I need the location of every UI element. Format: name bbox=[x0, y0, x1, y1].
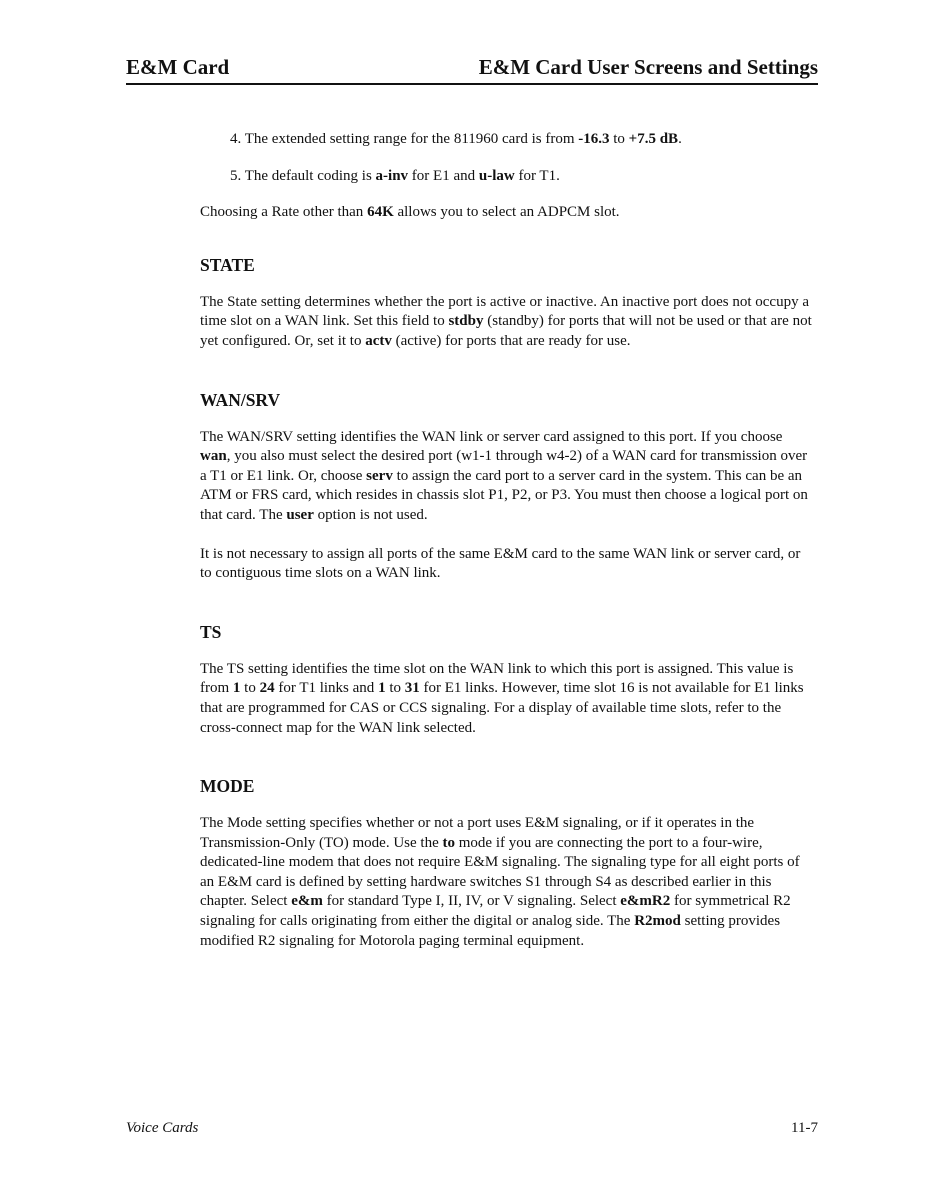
ts-heading: TS bbox=[200, 621, 222, 642]
mode-paragraph bbox=[200, 814, 815, 951]
footer-chapter: Voice Cards bbox=[126, 1120, 199, 1136]
body-bold: wan bbox=[200, 448, 227, 465]
body-text: to bbox=[240, 680, 260, 697]
body-bold: R2mod bbox=[634, 913, 681, 930]
body-text: (active) for ports that are ready for use. bbox=[391, 332, 631, 349]
note-5 bbox=[200, 167, 815, 187]
body-bold: serv bbox=[366, 467, 393, 484]
body-text: setting provides modified R2 signaling for Motorola paging terminal equipment. bbox=[200, 913, 781, 949]
body-bold: actv bbox=[365, 332, 392, 349]
wansrv-heading: WAN/SRV bbox=[200, 389, 281, 410]
body-bold: 64K bbox=[367, 204, 394, 221]
body-text: The WAN/SRV setting identifies the WAN link or server card assigned to this port. If you choose bbox=[200, 428, 783, 445]
body-text: for standard Type I, II, IV, or V signaling. Select bbox=[322, 893, 621, 910]
body-text: to assign the card port to a server card in the system. This can be an ATM or FRS card, which resides in chassis slot P1, P2, or P3. You must then choose a logical port on that card. The bbox=[200, 467, 808, 523]
page-body bbox=[200, 130, 815, 951]
body-text: The TS setting identifies the time slot on the WAN link to which this port is assigned. This value is from bbox=[200, 660, 794, 697]
body-text: allows you to select an ADPCM slot. bbox=[393, 204, 620, 221]
note-4 bbox=[200, 130, 815, 150]
note-text: for T1. bbox=[514, 167, 560, 184]
wansrv-paragraph bbox=[200, 428, 815, 526]
body-bold: e&mR2 bbox=[620, 893, 671, 910]
note-bold: -16.3 bbox=[578, 131, 610, 147]
body-bold: to bbox=[442, 834, 455, 851]
header-rule bbox=[126, 83, 818, 85]
page-number: 11-7 bbox=[791, 1120, 818, 1136]
page-header bbox=[126, 52, 818, 82]
body-text: (standby) for ports that will not be used or that are not yet configured. Or, set it to bbox=[200, 313, 812, 349]
note-text: . bbox=[678, 131, 682, 147]
note-number: 4. bbox=[230, 131, 242, 147]
note-text: to bbox=[609, 131, 629, 147]
rate-paragraph bbox=[200, 203, 815, 223]
note-bold: a-inv bbox=[375, 167, 409, 184]
body-bold: user bbox=[286, 506, 314, 523]
note-number: 5. bbox=[230, 167, 242, 184]
body-bold: e&m bbox=[291, 893, 323, 910]
body-text: option is not used. bbox=[313, 506, 428, 523]
note-bold: +7.5 dB bbox=[628, 131, 679, 147]
body-bold: stdby bbox=[448, 313, 484, 330]
body-text: Choosing a Rate other than bbox=[200, 204, 368, 221]
body-text: , you also must select the desired port (w1-1 through w4-2) of a WAN card for transmission over a T1 or E1 link. Or, choose bbox=[200, 448, 808, 484]
header-section-title: E&M Card User Screens and Settings bbox=[478, 55, 818, 79]
state-heading: STATE bbox=[200, 254, 255, 275]
mode-heading: MODE bbox=[200, 776, 255, 797]
body-bold: 31 bbox=[404, 680, 420, 697]
body-text: for symmetrical R2 signaling for calls originating from either the digital or analog side. The bbox=[200, 893, 791, 930]
body-text: for E1 links. However, time slot 16 is not available for E1 links that are programmed for CAS or CCS signaling. For a display of available time slots, refer to the cross-connect map for the WAN link selected. bbox=[200, 680, 804, 736]
body-bold: 24 bbox=[259, 680, 275, 697]
note-text: The default coding is bbox=[244, 167, 376, 184]
body-text: mode if you are connecting the port to a four-wire, dedicated-line modem that does not require E&M signaling. The signaling type for all eight ports of an E&M card is defined by setting hardware switches S1 through S4 as described earlier in this chapter. Select bbox=[200, 834, 800, 910]
note-text: The extended setting range for the 811960 card is from bbox=[244, 131, 579, 147]
note-bold: u-law bbox=[478, 167, 515, 184]
note-text: for E1 and bbox=[408, 167, 479, 184]
wansrv-paragraph-2: It is not necessary to assign all ports of the same E&M card to the same WAN link or server card, or to contiguous time slots on a WAN link. bbox=[200, 545, 801, 582]
ts-paragraph bbox=[200, 660, 815, 738]
body-text: The Mode setting specifies whether or not a port uses E&M signaling, or if it operates in the Transmission-Only (TO) mode. Use the bbox=[200, 815, 755, 851]
body-text: for T1 links and bbox=[274, 680, 379, 697]
body-text: to bbox=[385, 680, 405, 697]
body-bold: 1 bbox=[378, 680, 386, 697]
state-paragraph bbox=[200, 293, 815, 352]
header-chapter-title: E&M Card bbox=[126, 55, 230, 79]
page-footer bbox=[126, 1120, 818, 1137]
body-text: The State setting determines whether the port is active or inactive. An inactive port does not occupy a time slot on a WAN link. Set this field to bbox=[200, 293, 809, 330]
body-bold: 1 bbox=[232, 680, 241, 697]
